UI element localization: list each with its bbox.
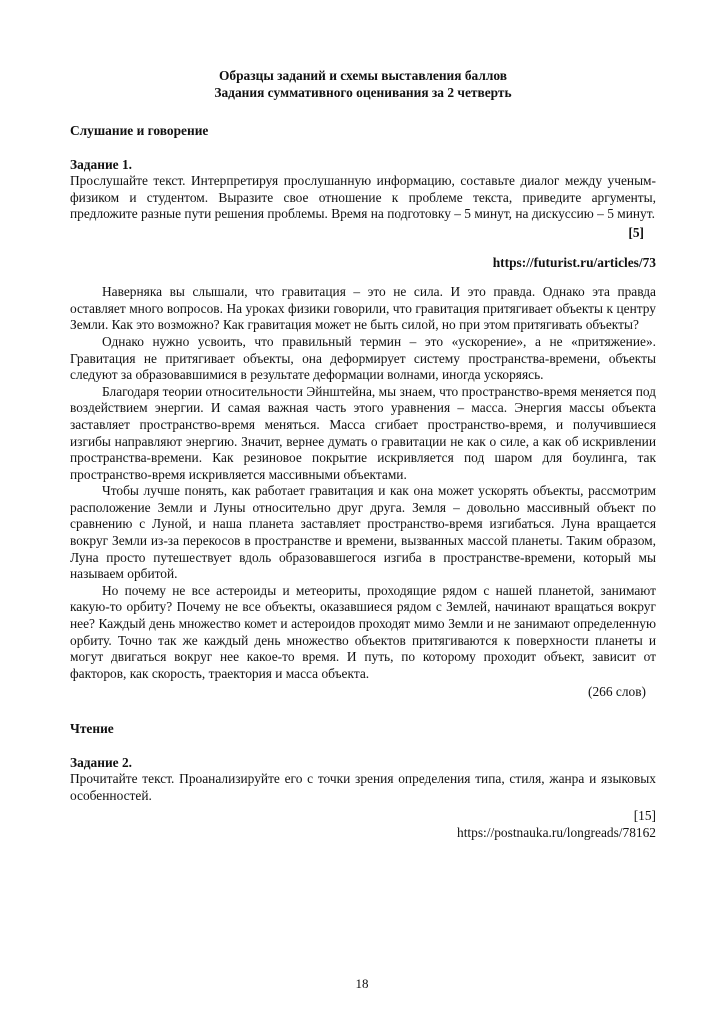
task-1-source: https://futurist.ru/articles/73 (492, 254, 656, 270)
task-2-score: [15] (633, 808, 656, 824)
paragraph: Но почему не все астероиды и метеориты, проходящие рядом с нашей планетой, занимают какую-то орбиту? Почему не все объекты, оказавшиеся рядом с Землей, начинают вращаться вокруг нее? Каждый день множество комет и астероидов проходят мимо Земли и не занимают определенную орбиту. Точно так же каждый день множество объектов притягиваются к поверхности планеты и могут двигаться вокруг нее какое-то время. И путь, по которому проходит объект, зависит от факторов, как скорость, траектория и масса объекта. (70, 582, 656, 681)
page-header (70, 68, 656, 101)
task-1-text: Прослушайте текст. Интерпретируя прослушанную информацию, составьте диалог между ученым-физиком и студентом. Выразите свое отношение к проблеме текста, приведите аргументы, предложите разные пути решения проблемы. Время на подготовку – 5 минут, на дискуссию – 5 минут. (70, 173, 656, 222)
task-1-score: [5] (628, 224, 644, 240)
page-number: 18 (355, 976, 369, 991)
header-line-2: Задания суммативного оценивания за 2 четверть (214, 84, 512, 100)
paragraph: Однако нужно усвоить, что правильный термин – это «ускорение», а не «притяжение». Гравитация не притягивает объекты, она деформирует систему пространства-времени, объекты следуют за образовавшимися в результате деформации волнами, иногда ускоряясь. (70, 333, 656, 383)
reading-text (70, 284, 656, 682)
task-2-source: https://postnauka.ru/longreads/78162 (457, 824, 656, 840)
header-line-1: Образцы заданий и схемы выставления баллов (219, 68, 507, 83)
page-content (70, 68, 656, 842)
word-count: (266 слов) (588, 684, 646, 700)
section-listening-title: Слушание и говорение (70, 123, 209, 138)
paragraph: Чтобы лучше понять, как работает гравитация и как она может ускорять объекты, рассмотрим расположение Земли и Луны относительно друг друга. Земля – довольно массивный объект по сравнению с Луной, и наша планета заставляет пространство-время изгибаться. Луна вращается вокруг Земли из-за перекосов в пространстве и времени, вызванных массой планеты. Таким образом, Луна просто путешествует вдоль образовавшегося изгиба в пространстве-времени, который мы называем орбитой. (70, 483, 656, 582)
task-2-text: Прочитайте текст. Проанализируйте его с точки зрения определения типа, стиля, жанра и языковых особенностей. (70, 771, 656, 803)
task-1-title: Задание 1. (70, 156, 132, 172)
paragraph: Благодаря теории относительности Эйнштейна, мы знаем, что пространство-время меняется под воздействием энергии. И самая важная часть этого уравнения – масса. Энергия массы объекта заставляет пространство-время меняться. Масса сгибает пространство-время, и получившиеся изгибы направляют энергию. Значит, вернее думать о гравитации не как о силе, а как об искривлении пространства-времени. Как резиновое покрытие искривляется под шаром для боулинга, так пространство-время искривляется массивными объектами. (70, 383, 656, 482)
paragraph: Наверняка вы слышали, что гравитация – это не сила. И это правда. Однако эта правда оставляет много вопросов. На уроках физики говорили, что гравитация притягивает объекты к центру Земли. Как это возможно? Как гравитация может не быть силой, но при этом притягивать объекты? (70, 284, 656, 333)
section-reading-title: Чтение (70, 721, 114, 736)
task-2-title: Задание 2. (70, 754, 132, 770)
